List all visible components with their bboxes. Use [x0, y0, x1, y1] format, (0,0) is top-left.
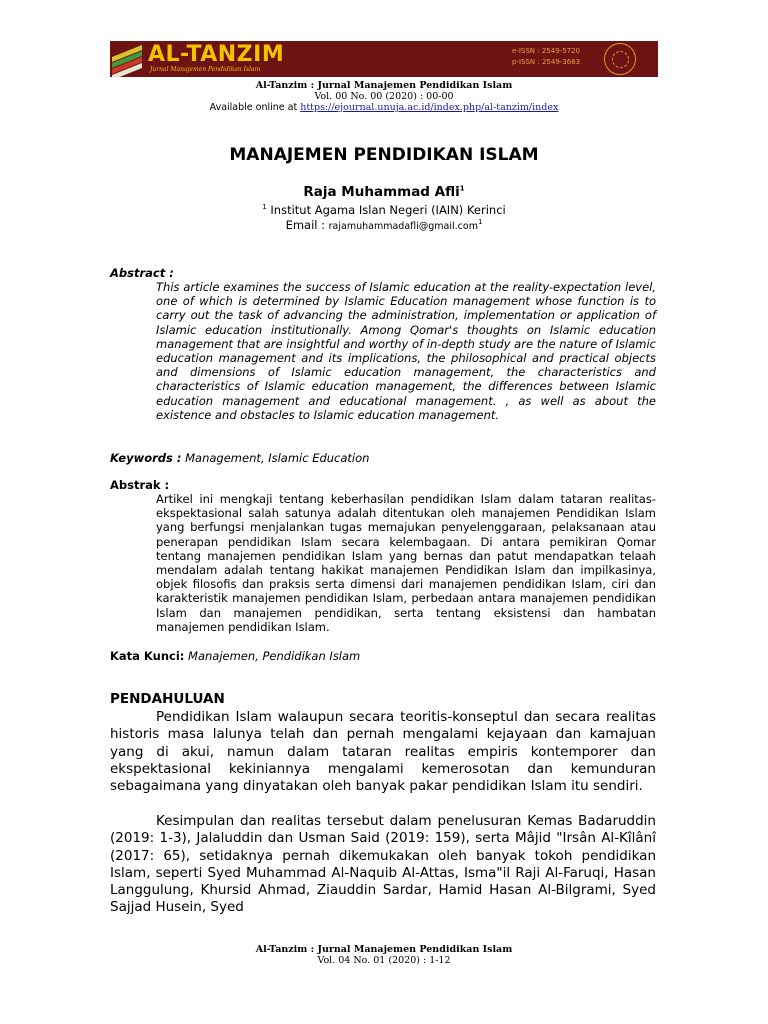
- abstract-en-text: This article examines the success of Islamic education at the reality-expectation level, one of which is determined by Islamic Education management whose function is to carry out the task of advancing the administration, implementation or application of Islamic education institutionally. Among Qomar's thoughts on Islamic education management that are insightful and worthy of in-depth study are the nature of Islamic education management and its implications, the philosophical and practical objects and dimensions of Islamic education management, the characteristics and characteristics of Islamic education management, the differences between Islamic education management and educational management. , as well as about the existence and obstacles to Islamic education management.: [156, 280, 656, 422]
- keywords-id: Kata Kunci: Manajemen, Pendidikan Islam: [110, 649, 361, 663]
- footer-journal: Al-Tanzim : Jurnal Manajemen Pendidikan Islam: [255, 944, 513, 955]
- journal-logo-text: AL-TANZIM: [148, 42, 285, 67]
- issn-block: [512, 46, 580, 68]
- intro-paragraph-2: Kesimpulan dan realitas tersebut dalam penelusuran Kemas Badaruddin (2019: 1-3), Jalaluddin dan Usman Said (2019: 159), serta Mâjid "Irsân Al-Kîlânî (2017: 65), setidaknya pernah dikemukakan oleh banyak tokoh pendidikan Islam, seperti Syed Muhammad Al-Naquib Al-Attas, Isma"il Raji Al-Faruqi, Hasan Langgulung, Khursid Ahmad, Ziauddin Sardar, Hamid Hasan Al-Bilgrami, Syed Sajjad Husein, Syed: [110, 813, 656, 916]
- university-seal-icon: [604, 43, 636, 75]
- abstract-en-label: Abstract :: [110, 266, 174, 280]
- keywords-en: Keywords : Management, Islamic Education: [110, 451, 370, 465]
- footer-volume: Vol. 04 No. 01 (2020) : 1-12: [317, 955, 451, 966]
- article-author: Raja Muhammad Afli$^1$: [303, 184, 465, 200]
- abstract-id-label: Abstrak :: [110, 478, 170, 492]
- pissn: p-ISSN : 2549-3663: [512, 58, 581, 66]
- journal-banner: [110, 41, 658, 77]
- author-affiliation: $^1$ Institut Agama Islan Negeri (IAIN) Kerinci Email : rajamuhammadafli@gmail.com$^1$: [262, 203, 506, 232]
- header-volume: Vol. 00 No. 00 (2020) : 00-00: [314, 91, 454, 102]
- abstract-id-text: Artikel ini mengkaji tentang keberhasilan pendidikan Islam dalam tataran realitas- ekspektasional salah satunya adalah ditentukan oleh manajemen Pendidikan Islam yang berfungsi menjalankan tugas memajukan penyelenggaraan, pelaksanaan atau penerapan pendidikan Islam secara kelembagaan. Di antara pemikiran Qomar tentang manajemen pendidikan Islam yang bernas dan patut mendapatkan telaah mendalam adalah tentang hakikat manajemen Pendidikan Islam dan impilkasinya, objek filosofis dan praksis serta dimensi dari manajemen pendidikan Islam, ciri dan karakteristik manajemen pendidikan Islam, perbedaan antara manajemen pendidikan Islam dan manajemen pendidikan, serta tentang eksistensi dan hambatan manajemen pendidikan Islam.: [156, 492, 656, 634]
- journal-url-link[interactable]: https://ejournal.unuja.ac.id/index.php/al-tanzim/index: [300, 102, 559, 113]
- eissn: e-ISSN : 2549-5720: [512, 47, 580, 55]
- header-journal: Al-Tanzim : Jurnal Manajemen Pendidikan Islam: [255, 80, 513, 91]
- section-heading: PENDAHULUAN: [110, 691, 225, 707]
- intro-paragraph-1: Pendidikan Islam walaupun secara teoritis-konseptul dan secara realitas historis masa lalunya telah dan pernah mengalami kejayaan dan kamajuan yang di akui, namun dalam tataran realitas empiris kontemporer dan ekspektasional kekiniannya mengalami kemerosotan dan kemunduran sebagaimana yang dinyatakan oleh banyak pakar pendidikan Islam itu sendiri.: [110, 709, 656, 795]
- header-availability: [0, 102, 768, 114]
- journal-logo-subtitle: Jurnal Manajemen Pendidikan Islam: [150, 66, 261, 73]
- article-title: MANAJEMEN PENDIDIKAN ISLAM: [229, 145, 539, 165]
- available-label: Available online at: [209, 102, 298, 113]
- logo-stripes-icon: [112, 49, 142, 77]
- author-email: rajamuhammadafli@gmail.com: [328, 221, 478, 232]
